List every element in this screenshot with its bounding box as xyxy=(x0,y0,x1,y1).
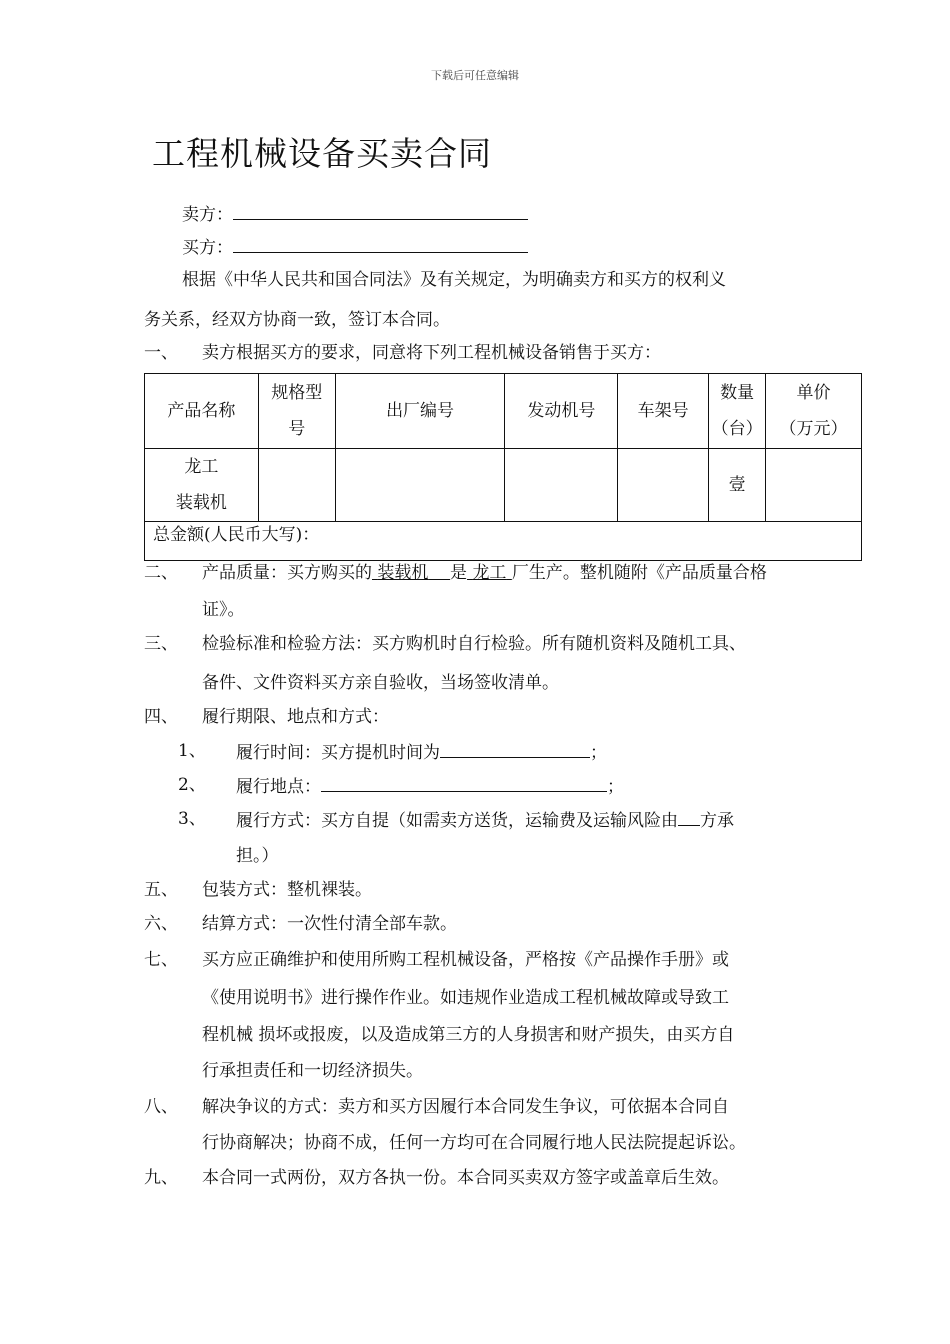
total-amount[interactable]: 总金额(人民币大写)： xyxy=(145,522,862,561)
clause-4-num: 四、 xyxy=(144,707,178,727)
seller-line xyxy=(182,203,528,225)
clause-4-sub2-text: 履行地点： xyxy=(236,777,321,797)
clause-2-text xyxy=(202,563,767,583)
clause-2-num: 二、 xyxy=(144,563,178,583)
header-qty-line-1: 数量 xyxy=(720,383,755,403)
header-frame: 车架号 xyxy=(618,374,709,449)
clause-4-sub1-end: ； xyxy=(590,743,607,763)
product-table xyxy=(144,373,862,561)
cell-price[interactable] xyxy=(766,449,862,522)
cell-engine[interactable] xyxy=(505,449,618,522)
clause-2-mid: 是 xyxy=(450,563,468,583)
clause-4-sub3-num: 3、 xyxy=(178,809,206,829)
buyer-label: 买方： xyxy=(182,238,233,258)
risk-party-blank[interactable] xyxy=(678,809,700,826)
clause-7-num: 七、 xyxy=(144,950,178,970)
header-price xyxy=(766,374,862,449)
cell-serial[interactable] xyxy=(335,449,505,522)
cell-product-name-line-2: 装载机 xyxy=(175,493,227,513)
clause-3-num: 三、 xyxy=(144,634,178,654)
clause-2-product-text: 装载机 xyxy=(377,563,429,583)
clause-4-text: 履行期限、地点和方式： xyxy=(202,707,389,727)
intro-line-2: 务关系，经双方协商一致，签订本合同。 xyxy=(144,310,450,330)
table-total-row xyxy=(145,522,862,561)
clause-1-text: 卖方根据买方的要求，同意将下列工程机械设备销售于买方： xyxy=(202,343,661,363)
cell-spec[interactable] xyxy=(258,449,335,522)
clause-4-sub3-pre: 履行方式：买方自提（如需卖方送货，运输费及运输风险由 xyxy=(236,811,678,831)
header-product-name: 产品名称 xyxy=(145,374,259,449)
cell-product-name xyxy=(145,449,259,522)
header-engine: 发动机号 xyxy=(505,374,618,449)
clause-4-sub3-post: 方承 xyxy=(700,811,734,831)
header-note: 下载后可任意编辑 xyxy=(431,69,519,82)
header-price-line-1: 单价 xyxy=(796,383,831,403)
clause-8-line-2: 行协商解决；协商不成，任何一方均可在合同履行地人民法院提起诉讼。 xyxy=(202,1133,746,1153)
clause-2-pre: 产品质量：买方购买的 xyxy=(202,563,372,583)
clause-4-sub2 xyxy=(236,775,624,797)
header-price-line-2: （万元） xyxy=(779,419,848,439)
clause-4-sub1 xyxy=(236,741,607,763)
cell-frame[interactable] xyxy=(618,449,709,522)
clause-6-num: 六、 xyxy=(144,914,178,934)
table-header-row xyxy=(145,374,862,449)
seller-blank[interactable] xyxy=(233,203,528,220)
header-spec-line-2: 号 xyxy=(288,419,306,439)
clause-8-num: 八、 xyxy=(144,1097,178,1117)
header-spec-line-1: 规格型 xyxy=(271,383,323,403)
clause-3-line-1: 检验标准和检验方法：买方购机时自行检验。所有随机资料及随机工具、 xyxy=(202,634,746,654)
clause-8-line-1: 解决争议的方式：卖方和买方因履行本合同发生争议，可依据本合同自 xyxy=(202,1097,729,1117)
clause-5-num: 五、 xyxy=(144,880,178,900)
location-blank[interactable] xyxy=(321,775,607,792)
clause-2-maker-text: 龙工 xyxy=(472,563,507,583)
header-qty xyxy=(709,374,766,449)
page-title: 工程机械设备买卖合同 xyxy=(152,134,492,173)
header-serial: 出厂编号 xyxy=(335,374,505,449)
clause-7-line-3: 程机械 损坏或报废，以及造成第三方的人身损害和财产损失，由买方自 xyxy=(202,1025,735,1045)
clause-4-sub2-num: 2、 xyxy=(178,775,206,795)
clause-3-line-2: 备件、文件资料买方亲自验收，当场签收清单。 xyxy=(202,673,559,693)
buyer-line xyxy=(182,236,528,258)
clause-1-num: 一、 xyxy=(144,343,178,363)
clause-7-line-2: 《使用说明书》进行操作作业。如违规作业造成工程机械故障或导致工 xyxy=(202,988,729,1008)
clause-5-text: 包装方式：整机裸装。 xyxy=(202,880,372,900)
clause-2-line-2: 证》。 xyxy=(202,600,245,620)
cell-qty: 壹 xyxy=(709,449,766,522)
intro-line-1: 根据《中华人民共和国合同法》及有关规定，为明确卖方和买方的权利义 xyxy=(182,270,726,290)
clause-4-sub1-num: 1、 xyxy=(178,741,206,761)
table-row xyxy=(145,449,862,522)
clause-4-sub1-text: 履行时间：买方提机时间为 xyxy=(236,743,440,763)
clause-4-sub3 xyxy=(236,809,734,831)
header-spec xyxy=(258,374,335,449)
header-qty-line-2: （台） xyxy=(711,419,763,439)
buyer-blank[interactable] xyxy=(233,236,528,253)
clause-2-post: 厂生产。整机随附《产品质量合格 xyxy=(511,563,767,583)
clause-4-sub3-line-2: 担。） xyxy=(236,846,279,866)
pickup-time-blank[interactable] xyxy=(440,741,590,758)
cell-product-name-line-1: 龙工 xyxy=(184,457,219,477)
clause-7-line-4: 行承担责任和一切经济损失。 xyxy=(202,1061,423,1081)
clause-4-sub2-end: ； xyxy=(607,777,624,797)
clause-6-text: 结算方式：一次性付清全部车款。 xyxy=(202,914,457,934)
clause-2-product xyxy=(372,563,450,583)
clause-7-line-1: 买方应正确维护和使用所购工程机械设备，严格按《产品操作手册》或 xyxy=(202,950,729,970)
clause-2-maker xyxy=(467,563,512,583)
clause-9-num: 九、 xyxy=(144,1168,178,1188)
clause-9-text: 本合同一式两份，双方各执一份。本合同买卖双方签字或盖章后生效。 xyxy=(202,1168,729,1188)
seller-label: 卖方： xyxy=(182,205,233,225)
